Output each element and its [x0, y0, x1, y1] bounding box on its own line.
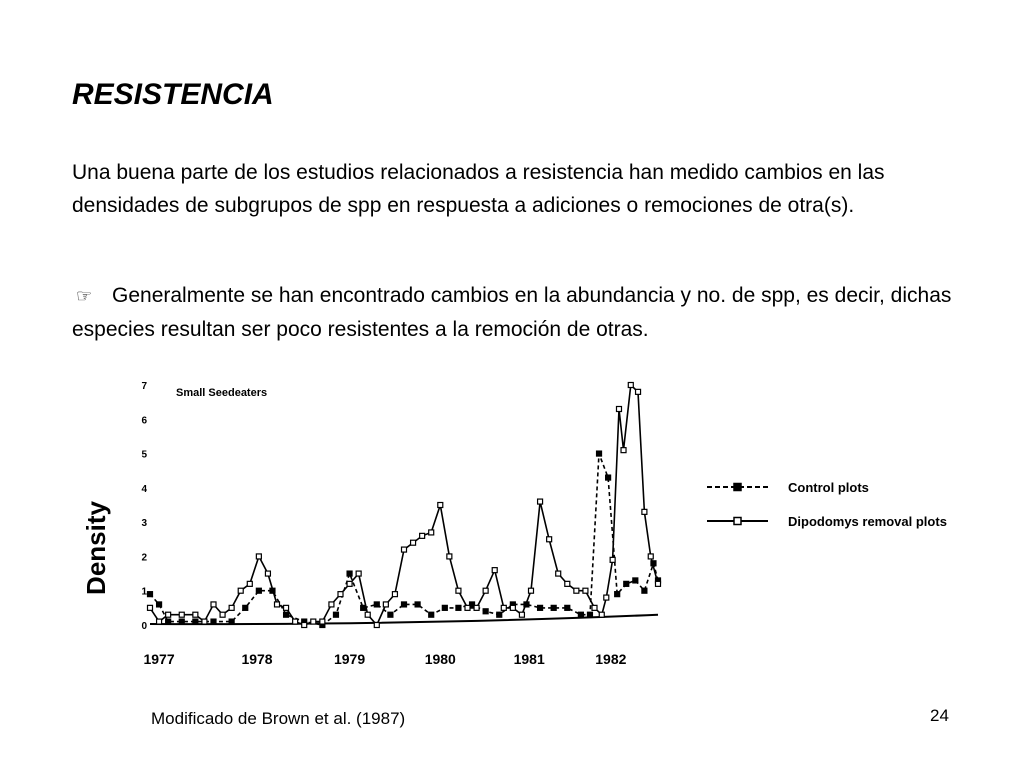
data-point [179, 619, 184, 624]
data-point [483, 609, 488, 614]
data-point [621, 448, 626, 453]
data-point [361, 605, 366, 610]
data-point [604, 595, 609, 600]
data-point [606, 475, 611, 480]
data-point [429, 612, 434, 617]
data-point [293, 619, 298, 624]
data-point [615, 592, 620, 597]
data-point [501, 605, 506, 610]
data-point [610, 557, 615, 562]
data-point [256, 588, 261, 593]
data-point [220, 612, 225, 617]
data-point [302, 623, 307, 628]
data-point [565, 605, 570, 610]
data-point [642, 588, 647, 593]
data-point [402, 602, 407, 607]
y-tick-label: 6 [141, 415, 147, 427]
data-point [356, 571, 361, 576]
data-point [211, 619, 216, 624]
x-tick-label: 1977 [143, 651, 175, 667]
y-axis-label: Density [81, 501, 111, 595]
data-point [583, 588, 588, 593]
legend-marker [734, 484, 741, 491]
data-point [456, 605, 461, 610]
data-point [628, 383, 633, 388]
data-point [565, 581, 570, 586]
data-point [538, 499, 543, 504]
data-point [415, 602, 420, 607]
data-point [311, 619, 316, 624]
data-point [648, 554, 653, 559]
data-point [411, 540, 416, 545]
data-point [365, 612, 370, 617]
data-point [275, 602, 280, 607]
intro-paragraph: Una buena parte de los estudios relacionados a resistencia han medido cambios en las densidades de subgrupos de spp en respuesta a adiciones o remociones de otra(s). [72, 161, 885, 217]
data-point [442, 605, 447, 610]
data-point [265, 571, 270, 576]
data-point [642, 509, 647, 514]
page-number: 24 [930, 706, 949, 725]
data-point [402, 547, 407, 552]
data-point [529, 588, 534, 593]
data-point [338, 592, 343, 597]
data-point [388, 612, 393, 617]
data-point [633, 578, 638, 583]
x-axis-ticks [143, 651, 626, 667]
data-point [193, 612, 198, 617]
y-tick-label: 1 [141, 586, 147, 598]
x-tick-label: 1982 [595, 651, 627, 667]
data-point [374, 623, 379, 628]
data-point [429, 530, 434, 535]
y-tick-label: 5 [141, 449, 147, 461]
data-point [179, 612, 184, 617]
data-point [157, 602, 162, 607]
data-point [320, 619, 325, 624]
data-point [256, 554, 261, 559]
y-tick-label: 7 [141, 381, 147, 392]
data-point [578, 612, 583, 617]
series-layer [148, 383, 661, 628]
data-point [284, 612, 289, 617]
data-point [347, 571, 352, 576]
data-point [456, 588, 461, 593]
data-point [656, 581, 661, 586]
data-point [592, 605, 597, 610]
data-point [383, 602, 388, 607]
data-point [247, 581, 252, 586]
data-point [333, 612, 338, 617]
data-point [616, 407, 621, 412]
y-tick-label: 4 [141, 483, 147, 495]
data-point [538, 605, 543, 610]
pointing-hand-icon: ☞ [76, 286, 93, 306]
x-tick-label: 1978 [241, 651, 273, 667]
data-point [166, 619, 171, 624]
data-point [574, 588, 579, 593]
series-line [150, 385, 658, 625]
data-point [587, 612, 592, 617]
data-point [519, 612, 524, 617]
data-point [492, 568, 497, 573]
data-point [202, 619, 207, 624]
x-tick-label: 1980 [424, 651, 456, 667]
data-point [624, 581, 629, 586]
data-point [193, 619, 198, 624]
data-point [166, 612, 171, 617]
data-point [148, 605, 153, 610]
data-point [447, 554, 452, 559]
data-point [599, 612, 604, 617]
data-point [636, 389, 641, 394]
data-point [547, 537, 552, 542]
data-point [438, 503, 443, 508]
data-point [510, 605, 515, 610]
chart-title: Small Seedeaters [176, 387, 268, 399]
data-point [392, 592, 397, 597]
source-caption: Modificado de Brown et al. (1987) [151, 709, 406, 728]
data-point [148, 592, 153, 597]
data-point [497, 612, 502, 617]
legend-marker [734, 518, 741, 525]
data-point [284, 605, 289, 610]
x-tick-label: 1981 [513, 651, 545, 667]
slide-title: RESISTENCIA [72, 78, 274, 111]
data-point [157, 619, 162, 624]
data-point [374, 602, 379, 607]
legend-label: Control plots [788, 480, 869, 495]
data-point [556, 571, 561, 576]
x-tick-label: 1979 [333, 651, 366, 667]
data-point [597, 451, 602, 456]
y-tick-label: 3 [141, 518, 147, 530]
data-point [229, 605, 234, 610]
data-point [420, 533, 425, 538]
data-point [347, 581, 352, 586]
data-point [483, 588, 488, 593]
chart-legend [707, 480, 947, 529]
data-point [229, 619, 234, 624]
data-point [329, 602, 334, 607]
series-line [150, 454, 658, 625]
data-point [551, 605, 556, 610]
legend-label: Dipodomys removal plots [788, 514, 947, 529]
data-point [465, 605, 470, 610]
bullet-text: Generalmente se han encontrado cambios en la abundancia y no. de spp, es decir, dichas especies resultan ser poco resistentes a la remoción de otras. [72, 284, 952, 341]
y-axis-ticks [141, 381, 147, 632]
data-point [474, 605, 479, 610]
data-point [238, 588, 243, 593]
data-point [243, 605, 248, 610]
y-tick-label: 0 [141, 621, 147, 632]
y-tick-label: 2 [141, 552, 147, 564]
data-point [211, 602, 216, 607]
